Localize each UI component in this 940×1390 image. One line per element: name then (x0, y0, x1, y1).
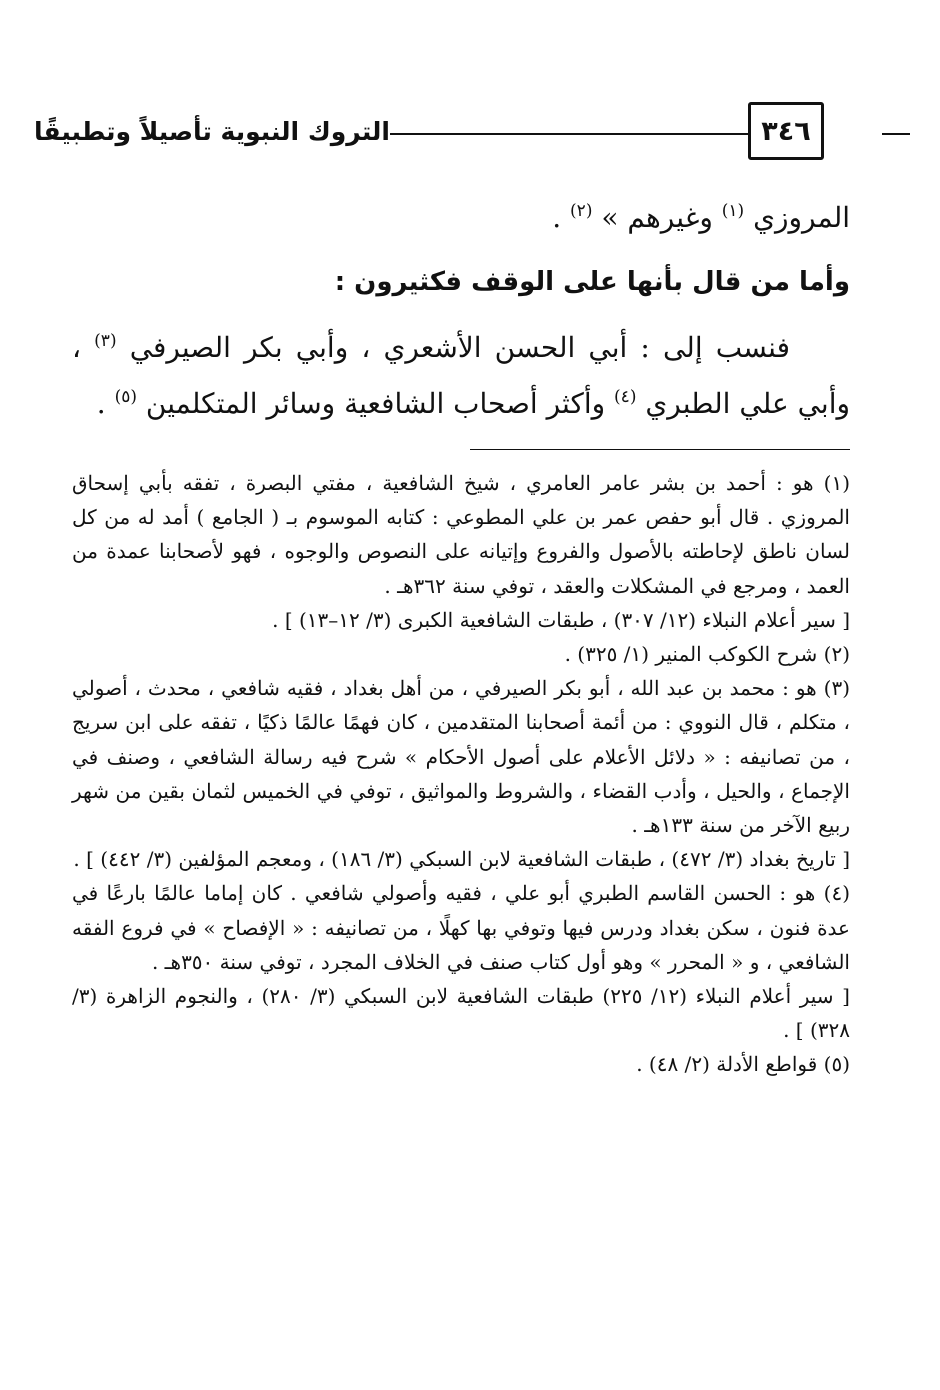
footnote-4-sources: [ سير أعلام النبلاء (١٢/ ٢٢٥) طبقات الشافعية لابن السبكي (٣/ ٢٨٠) ، والنجوم الزاهرة (٣/ ٣٢٨) ] . (72, 984, 850, 1043)
page-header (33, 96, 870, 166)
header-rule-right (882, 133, 910, 135)
footnote-3: (٣) هو : محمد بن عبد الله ، أبو بكر الصيرفي ، من أهل بغداد ، فقيه شافعي ، محدث ، أصولي ، متكلم ، قال النووي : من أئمة أصحابنا المتقدمين ، كان فهمًا عالمًا ذكيًا ، تفقه على ابن سريج ، من تصانيفه : « دلائل الأعلام على أصول الأحكام » شرح فيه رسالة الشافعي ، وصنف في الإجماع ، والحيل ، وأدب القضاء ، والشروط والمواثيق ، توفي في الخميس لثمان بقين من شهر ربيع الآخر من سنة ١٣٣هـ . (72, 676, 850, 838)
section-heading: وأما من قال بأنها على الوقف فكثيرون : (334, 267, 850, 297)
para-text-3: وأكثر أصحاب الشافعية وسائر المتكلمين (145, 387, 606, 420)
footnote-divider (470, 449, 850, 450)
footnote-ref-1[interactable]: (١) (721, 201, 745, 221)
text-line-1 (72, 186, 850, 250)
line1-end: . (552, 201, 562, 234)
footnote-5: (٥) قواطع الأدلة (٢/ ٤٨) . (636, 1052, 850, 1077)
footnote-ref-5[interactable]: (٥) (114, 387, 137, 407)
footnote-ref-2[interactable]: (٢) (570, 201, 593, 221)
footnote-ref-3[interactable]: (٣) (94, 331, 117, 351)
page-number-box (748, 102, 824, 160)
main-text (72, 186, 850, 432)
footnote-ref-4[interactable]: (٤) (614, 387, 637, 407)
footnote-1-sources: [ سير أعلام النبلاء (١٢/ ٣٠٧) ، طبقات الشافعية الكبرى (٣/ ١٢–١٣) ] . (272, 607, 850, 632)
page-number: ٣٤٦ (761, 115, 811, 147)
para-text-2: ، وأبي علي الطبري (72, 331, 850, 420)
footnotes (72, 466, 850, 1082)
footnote-2: (٢) شرح الكوكب المنير (١/ ٣٢٥) . (564, 642, 850, 667)
book-title: التروك النبوية تأصيلاً وتطبيقًا (33, 117, 390, 146)
line1-text2: وغيرهم » (601, 201, 713, 234)
para-text-1: فنسب إلى : أبي الحسن الأشعري ، وأبي بكر الصيرفي (129, 331, 791, 364)
body-paragraph (72, 320, 850, 432)
footnote-4: (٤) هو : الحسن القاسم الطبري أبو علي ، فقيه وأصولي شافعي . كان إماما عالمًا بارعًا في عدة فنون ، سكن بغداد ودرس فيها وتوفي بها كهلًا ، من تصانيفه : « الإفصاح » في فروع الفقه الشافعي ، و « المحرر » وهو أول كتاب صنف في الخلاف المجرد ، توفي سنة ٣٥٠هـ . (72, 881, 850, 974)
footnote-3-sources: [ تاريخ بغداد (٣/ ٤٧٢) ، طبقات الشافعية لابن السبكي (٣/ ١٨٦) ، ومعجم المؤلفين (٣/ ٤٤٢) ] . (73, 847, 850, 872)
para-end: . (96, 387, 106, 420)
footnote-1: (١) هو : أحمد بن بشر عامر العامري ، شيخ الشافعية ، مفتي البصرة ، تفقه بأبي إسحاق المروزي . قال أبو حفص عمر بن علي المطوعي : كتابه الموسوم بـ ( الجامع ) أمد له من كل لسان ناطق لإحاطته بالأصول والفروع وإتيانه على النصوص والوجوه ، فهو لأصحابنا عمدة من العمد ، ومرجع في المشكلات والعقد ، توفي سنة ٣٦٢هـ . (72, 471, 850, 598)
line1-text: المروزي (753, 201, 850, 234)
